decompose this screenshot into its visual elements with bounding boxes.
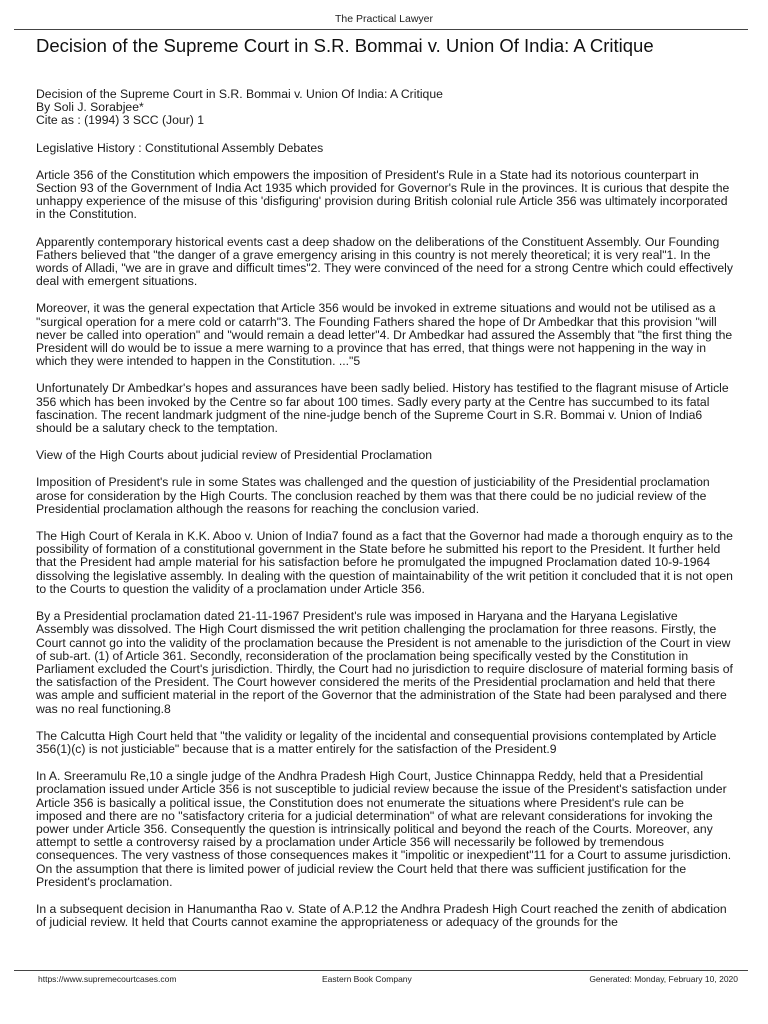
paragraph: The High Court of Kerala in K.K. Aboo v. Union of India7 found as a fact that the Governor had made a thorough enquiry as to the possibility of formation of a constitutional government in the State before he submitted his report to the President. It further held that the President had ample material for his satisfaction before he promulgated the impugned Proclamation dated 10-9-1964 dissolving the legislative assembly. In dealing with the question of maintainability of the writ petition it concluded that it is not open to the Courts to question the validity of a proclamation under Article 356. [36, 529, 733, 596]
paragraph: Moreover, it was the general expectation that Article 356 would be invoked in extreme situations and would not be utilised as a "surgical operation for a mere cold or catarrh"3. The Founding Fathers shared the hope of Dr Ambedkar that this provision "will never be called into operation" and "would remain a dead letter"4. Dr Ambedkar had assured the Assembly that "the first thing the President will do would be to issue a mere warning to a province that has erred, that things were not happening in the way in which they were intended to happen in the Constitution. ..."5 [36, 301, 733, 369]
footer-publisher: Eastern Book Company [322, 974, 412, 984]
header-divider [14, 29, 748, 30]
footer-divider [14, 970, 748, 971]
paragraph: Unfortunately Dr Ambedkar's hopes and assurances have been sadly belied. History has testified to the flagrant misuse of Article 356 which has been invoked by the Centre so far about 100 times. Sadly every party at the Centre has succumbed to its fatal fascination. The recent landmark judgment of the nine-judge bench of the Supreme Court in S.R. Bommai v. Union of India6 should be a salutary check to the temptation. [36, 381, 729, 436]
meta-citation: Cite as : (1994) 3 SCC (Jour) 1 [36, 113, 204, 128]
paragraph: Imposition of President's rule in some States was challenged and the question of justiciability of the Presidential proclamation arose for consideration by the High Courts. The conclusion reached by them was that there could be no judicial review of the Presidential proclamation although the reasons for reaching the conclusion varied. [36, 475, 710, 516]
document-body [36, 88, 733, 973]
paragraph: In A. Sreeramulu Re,10 a single judge of the Andhra Pradesh High Court, Justice Chinnappa Reddy, held that a Presidential proclamation issued under Article 356 is not susceptible to judicial review because the issue of the President's satisfaction under Article 356 is basically a political issue, the Constitution does not enumerate the situations where President's rule can be imposed and there are no "satisfactory criteria for a judicial determination" of what are relevant considerations for invoking the power under Article 356. Consequently the question is intrinsically political and beyond the reach of the Courts. Moreover, any attempt to settle a controversy raised by a proclamation under Article 356 will necessarily be followed by tremendous consequences. The very vastness of those consequences makes it "impolitic or inexpedient"11 for a Court to assume jurisdiction. On the assumption that there is limited power of judicial review the Court held that there was sufficient justification for the President's proclamation. [36, 769, 732, 889]
section-heading: Legislative History : Constitutional Assembly Debates [36, 140, 324, 155]
running-header: The Practical Lawyer [334, 13, 434, 25]
paragraph: In a subsequent decision in Hanumantha Rao v. State of A.P.12 the Andhra Pradesh High Court reached the zenith of abdication of judicial review. It held that Courts cannot examine the appropriateness or adequacy of the grounds for the [36, 901, 727, 930]
paragraph: The Calcutta High Court held that "the validity or legality of the incidental and consequential provisions contemplated by Article 356(1)(c) is not justiciable" because that is a matter entirely for the satisfaction of the President.9 [36, 728, 717, 756]
page-title: Decision of the Supreme Court in S.R. Bommai v. Union Of India: A Critique [36, 35, 654, 56]
document-meta [36, 88, 733, 128]
paragraph: Article 356 of the Constitution which empowers the imposition of President's Rule in a State had its notorious counterpart in Section 93 of the Government of India Act 1935 which provided for Governor's Rule in the provinces. It is curious that despite the unhappy experience of the misuse of this 'disfiguring' provision during British colonial rule Article 356 was ultimately incorporated in the Constitution. [36, 167, 730, 222]
footer-generated-date: Generated: Monday, February 10, 2020 [589, 974, 738, 984]
meta-author: By Soli J. Sorabjee* [36, 100, 144, 115]
footer-url-link[interactable]: https://www.supremecourtcases.com [38, 974, 177, 984]
paragraph: Apparently contemporary historical events cast a deep shadow on the deliberations of the Constituent Assembly. Our Founding Fathers believed that "the danger of a grave emergency arising in this country is not merely theoretical; it is very real"1. In the words of Alladi, "we are in grave and difficult times"2. They were convinced of the need for a strong Centre which could effectively deal with emergent situations. [36, 234, 733, 289]
paragraph: By a Presidential proclamation dated 21-11-1967 President's rule was imposed in Haryana and the Haryana Legislative Assembly was dissolved. The High Court dismissed the writ petition challenging the proclamation for three reasons. Firstly, the Court cannot go into the validity of the proclamation because the President is not amenable to the jurisdiction of the Court in view of sub-art. (1) of Article 361. Secondly, reconsideration of the proclamation being specifically vested by the Constitution in Parliament excluded the Court's jurisdiction. Thirdly, the Court had no jurisdiction to require disclosure of material forming basis of the satisfaction of the President. The Court however considered the merits of the Presidential proclamation and held that there was ample and sufficient material in the report of the Governor that the administration of the State had been paralysed and there was no real functioning.8 [36, 609, 733, 716]
meta-title: Decision of the Supreme Court in S.R. Bommai v. Union Of India: A Critique [36, 88, 443, 101]
section-heading: View of the High Courts about judicial review of Presidential Proclamation [36, 448, 433, 463]
